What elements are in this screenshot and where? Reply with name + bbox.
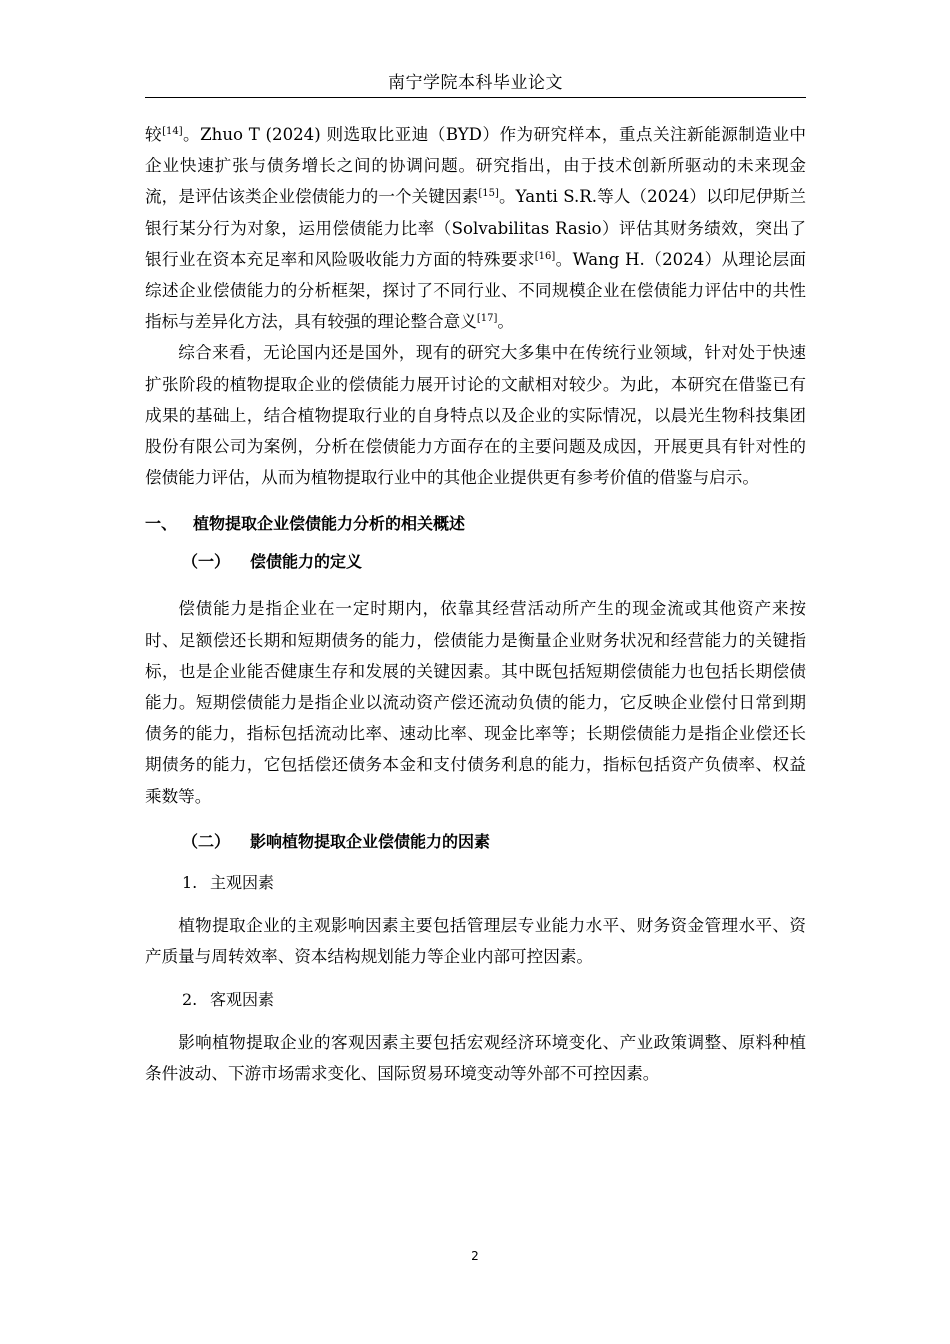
section-number: 一、 bbox=[145, 514, 178, 534]
item-title: 客观因素 bbox=[210, 990, 275, 1010]
item-number: 1. bbox=[182, 872, 198, 892]
text-segment: 较 bbox=[145, 125, 163, 144]
item-number: 2. bbox=[182, 990, 198, 1010]
subsection-number: （一） bbox=[182, 552, 231, 572]
citation: [15] bbox=[478, 188, 499, 200]
subsection-heading bbox=[145, 552, 806, 572]
paragraph-definition: 偿债能力是指企业在一定时期内，依靠其经营活动所产生的现金流或其他资产来按时、足额偿还长期和短期债务的能力，偿债能力是衡量企业财务状况和经营能力的关键指标，也是企业能否健康生存和发展的关键因素。其中既包括短期偿债能力也包括长期偿债能力。短期偿债能力是指企业以流动资产偿还流动负债的能力，它反映企业偿付日常到期债务的能力，指标包括流动比率、速动比率、现金比率等；长期偿债能力是指企业偿还长期债务的能力，它包括偿还债务本金和支付债务利息的能力，指标包括资产负债率、权益乘数等。 bbox=[145, 599, 806, 806]
item-title: 主观因素 bbox=[210, 872, 275, 892]
paragraph-subjective-factors: 植物提取企业的主观影响因素主要包括管理层专业能力水平、财务资金管理水平、资产质量与周转效率、资本结构规划能力等企业内部可控因素。 bbox=[145, 915, 806, 967]
page-body bbox=[145, 119, 806, 1090]
item-heading bbox=[145, 873, 806, 893]
citation: [17] bbox=[476, 313, 498, 325]
header-rule bbox=[145, 97, 806, 98]
subsection-heading bbox=[145, 832, 806, 852]
section-heading bbox=[145, 514, 806, 534]
paragraph-literature-review bbox=[145, 119, 806, 337]
item-heading bbox=[145, 990, 806, 1010]
section-title: 植物提取企业偿债能力分析的相关概述 bbox=[193, 514, 466, 534]
paragraph-objective-factors: 影响植物提取企业的客观因素主要包括宏观经济环境变化、产业政策调整、原料种植条件波动、下游市场需求变化、国际贸易环境变动等外部不可控因素。 bbox=[145, 1033, 806, 1084]
text-segment: 。Wang H.（2024）从理论层面综述企业偿债能力的分析框架，探讨了不同行业、不同规模企业在偿债能力评估中的共性指标与差异化方法，具有较强的理论整合意义 bbox=[145, 249, 806, 332]
subsection-title: 偿债能力的定义 bbox=[250, 552, 363, 572]
subsection-number: （二） bbox=[182, 831, 231, 851]
text-segment: 。Yanti S.R.等人（2024）以印尼伊斯兰银行某分行为对象，运用偿债能力比率（Solvabilitas Rasio）评估其财务绩效，突出了银行业在资本充足率和风险吸收能力方面的特殊要求 bbox=[145, 187, 807, 269]
paragraph-summary: 综合来看，无论国内还是国外，现有的研究大多集中在传统行业领域，针对处于快速扩张阶段的植物提取企业的偿债能力展开讨论的文献相对较少。为此，本研究在借鉴已有成果的基础上，结合植物提取行业的自身特点以及企业的实际情况，以晨光生物科技集团股份有限公司为案例，分析在偿债能力方面存在的主要问题及成因，开展更具有针对性的偿债能力评估，从而为植物提取行业中的其他企业提供更有参考价值的借鉴与启示。 bbox=[145, 343, 806, 488]
running-header: 南宁学院本科毕业论文 bbox=[388, 73, 563, 93]
text-segment: 。 bbox=[497, 312, 514, 332]
citation: [16] bbox=[534, 250, 556, 262]
page-number: 2 bbox=[471, 1249, 479, 1263]
subsection-title: 影响植物提取企业偿债能力的因素 bbox=[250, 831, 491, 851]
text-segment: 。Zhuo T (2024) 则选取比亚迪（BYD）作为研究样本，重点关注新能源制造业中企业快速扩张与债务增长之间的协调问题。研究指出，由于技术创新所驱动的未来现金流，是评估该类企业偿债能力的一个关键因素 bbox=[145, 125, 807, 207]
citation: [14] bbox=[162, 126, 183, 137]
